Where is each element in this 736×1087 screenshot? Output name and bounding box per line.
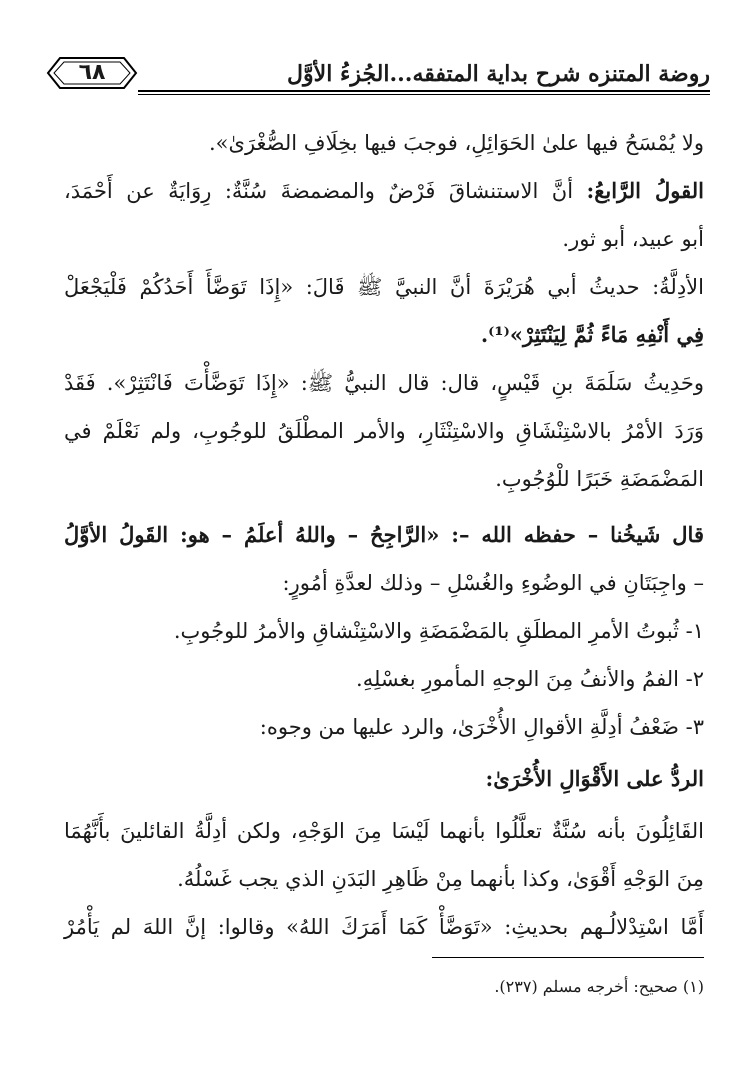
text-line-5: فِي أَنْفِهِ مَاءً ثُمَّ لِيَنْتَثِرْ»⁽¹⁾. xyxy=(480,322,704,347)
list-item-1: ١- ثُبوتُ الأمرِ المطلَقِ بالمَضْمَضَةِ والاسْتِنْشاقِ والأمرُ للوجُوبِ. xyxy=(173,619,704,643)
page-number: ٦٨ xyxy=(78,60,106,85)
page-header xyxy=(46,56,710,92)
text-line-1: ولا يُمْسَحُ فيها علىٰ الحَوَائِلِ، فوجبَ فيها بخِلَافِ الصُّغْرَىٰ». xyxy=(209,131,704,155)
heading-fourth-opinion: القولُ الرَّابعُ: xyxy=(586,178,704,203)
footnote: (١) صحيح: أخرجه مسلم (٢٣٧). xyxy=(494,977,704,996)
text-line-6: وحَدِيثُ سَلَمَةَ بنِ قَيْسٍ، قال: قال النبيُّ ﷺ: «إِذَا تَوَضَّأْتَ فَانْتَثِرْ». فَقَدْ xyxy=(64,371,704,395)
text-line-3: أبو عبيد، أبو ثور. xyxy=(562,227,704,251)
text-line-10: – واجِبَتَانِ في الوضُوءِ والغُسْلِ – وذلك لعدَّةِ أمُورٍ: xyxy=(282,571,704,595)
section-heading-reply: الردُّ على الأَقْوَالِ الأُخْرَىٰ: xyxy=(485,766,704,791)
list-item-2: ٢- الفمُ والأنفُ مِنَ الوجهِ المأمورِ بغسْلِهِ. xyxy=(356,667,704,691)
text-line-15: القَائِلُونَ بأنه سُنَّةٌ تعلَّلُوا بأنهما لَيْسَا مِنَ الوَجْهِ، ولكن أدِلَّةُ القائلينَ بأَنَّهُمَا xyxy=(64,819,704,843)
list-item-3: ٣- ضَعْفُ أدِلَّةِ الأقوالِ الأُخْرَىٰ، والرد عليها من وجوه: xyxy=(259,715,704,739)
running-title: روضة المتنزه شرح بداية المتفقه...الجُزءُ الأوَّل xyxy=(287,61,710,87)
page-number-badge xyxy=(46,56,138,90)
header-rule xyxy=(138,90,710,92)
text-line-2-body: أنَّ الاستنشاقَ فَرْضٌ والمضمضةَ سُنَّةٌ: رِوَايَةٌ عن أَحْمَدَ، xyxy=(64,179,574,203)
text-line-2 xyxy=(64,174,704,208)
text-line-7: وَرَدَ الأمْرُ بالاسْتِنْشَاقِ والاسْتِنْثَارِ، والأمر المطْلَقُ للوجُوبِ، ولم نَعْلَمْ في xyxy=(64,419,704,443)
text-line-4: الأدِلَّةُ: حديثُ أبي هُرَيْرَةَ أنَّ النبيَّ ﷺ قَالَ: «إِذَا تَوَضَّأَ أَحَدُكُمْ فَلْيَجْعَلْ xyxy=(64,275,704,299)
text-line-17: أَمَّا اسْتِدْلالُـهم بحديثِ: «تَوَضَّأْ كَمَا أَمَرَكَ اللهُ» وقالوا: إنَّ اللهَ لم يَأْمُرْ xyxy=(64,915,704,939)
text-line-8: المَضْمَضَةِ خَبَرًا للْوُجُوبِ. xyxy=(495,467,704,491)
text-line-16: مِنَ الوَجْهِ أَقْوَىٰ، وكذا بأنهما مِنْ ظَاهِرِ البَدَنِ الذي يجب غَسْلُهُ. xyxy=(177,867,704,891)
footnote-separator xyxy=(432,957,704,958)
header-rule-thin xyxy=(138,94,710,95)
text-line-9: قال شَيخُنا – حفظه الله –: «الرَّاجِحُ – واللهُ أعلَمُ – هو: القَولُ الأوَّلُ xyxy=(64,522,704,547)
